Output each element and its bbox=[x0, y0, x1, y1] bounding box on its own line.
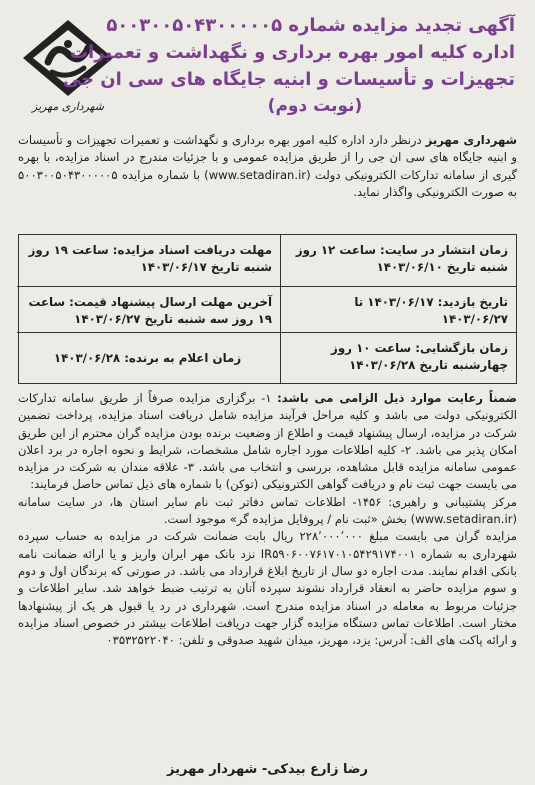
schedule-bid-deadline: آخرین مهلت ارسال پیشنهاد قیمت: ساعت ۱۹ روز سه شنبه تاریخ ۱۴۰۳/۰۶/۲۷ bbox=[17, 287, 280, 333]
schedule-opening: زمان بازگشایی: ساعت ۱۰ روز چهارشنبه تاریخ ۱۴۰۳/۰۶/۲۸ bbox=[280, 333, 516, 383]
schedule-table bbox=[18, 234, 517, 384]
logo-caption: شهرداری مهریز bbox=[32, 100, 104, 113]
schedule-publish: زمان انتشار در سایت: ساعت ۱۲ روز شنبه تاریخ ۱۴۰۳/۰۶/۱۰ bbox=[280, 235, 516, 287]
intro-text: درنظر دارد اداره کلیه امور بهره برداری و نگهداشت و تعمیرات تجهیزات و تأسیسات و ابنیه جایگاه های سی ان جی را از طریق مزایده عمومی و با جزئیات مندرج در اسناد مزایده، با بهره گیری از سامانه تدارکات الکترونیکی دولت (www.setadiran.ir) با شماره مزایده ۵۰۰۳۰۰۵۰۴۳۰۰۰۰۰۵ به صورت الکترونیکی واگذار نماید. bbox=[18, 133, 517, 200]
schedule-visit: تاریخ بازدید: ۱۴۰۳/۰۶/۱۷ تا ۱۴۰۳/۰۶/۲۷ bbox=[280, 287, 516, 333]
title-line-2: اداره کلیه امور بهره برداری و نگهداشت و تعمیرات bbox=[69, 42, 515, 63]
notes-text-1: ۱- برگزاری مزایده صرفاً از طریق سامانه تدارکات الکترونیکی دولت می باشد و کلیه مراحل فرآیند مزایده شامل دریافت اسناد مزایده، پرداخت تضمین شرکت در مزایده، ارسال پیشنهاد قیمت و اطلاع از وضعیت برنده بودن مزایده گران محترم از این طریق امکان پذیر می باشد. ۲- کلیه اطلاعات مورد اجاره شامل مشخصات، شرایط و نحوه اجاره در برد اعلان عمومی سامانه مزایده قابل مشاهده، بررسی و انتخاب می باشد. ۳- علاقه مندان به شرکت در مزایده می بایست جهت ثبت نام و دریافت گواهی الکترونیکی (توکن) با شماره های ذیل تماس حاصل فرمایند: bbox=[18, 391, 517, 492]
title-line-3: تجهیزات و تأسیسات و ابنیه جایگاه های سی ان جی bbox=[62, 69, 515, 90]
title-line-4: (نوبت دوم) bbox=[267, 96, 363, 116]
notes-section bbox=[12, 384, 523, 779]
notes-paragraph-2: مرکز پشتیبانی و راهبری: ۱۴۵۶- اطلاعات تماس دفاتر ثبت نام سایر استان ها، در سایت سامانه (www.setadiran.ir) بخش «ثبت نام / پروفایل مزایده گر» موجود است. bbox=[18, 494, 517, 527]
title-line-1: آگهی تجدید مزایده شماره ۵۰۰۳۰۰۵۰۴۳۰۰۰۰۰۵ bbox=[106, 15, 515, 36]
intro-paragraph bbox=[12, 132, 523, 228]
notes-paragraph-1 bbox=[18, 390, 517, 494]
schedule-winner-announce: زمان اعلام به برنده: ۱۴۰۳/۰۶/۲۸ bbox=[53, 350, 242, 365]
notice-header bbox=[12, 10, 523, 132]
schedule-docs-deadline: مهلت دریافت اسناد مزایده: ساعت ۱۹ روز شنبه تاریخ ۱۴۰۳/۰۶/۱۷ bbox=[17, 235, 280, 287]
notes-lead: ضمناً رعایت موارد ذیل الزامی می باشد: bbox=[277, 391, 517, 405]
signature: رضا زارع بیدکی- شهردار مهریز bbox=[167, 762, 368, 777]
notes-paragraph-3: مزایده گران می بایست مبلغ ۲۲۸٬۰۰۰٬۰۰۰ ریال بابت ضمانت شرکت در مزایده به حساب سپرده شهرداری به شماره IR۵۹۰۶۰۰۷۶۱۷۰۱۰۵۴۲۹۱۷۴۰۰۱ نزد بانک مهر ایران واریز و یا ارائه ضمانت نامه بانکی اقدام نمایند. مدت اجاره دو سال از تاریخ ابلاغ قرارداد می باشد. در صورتی که برندگان اول و دوم و سوم مزایده حاضر به انعقاد قرارداد نشوند سپرده آنان به ترتیب ضبط خواهد شد. سایر اطلاعات و جزئیات مربوط به معامله در اسناد مزایده مندرج است. شهرداری در رد یا قبول هر یک از پیشنهادها مختار است. اطلاعات تماس دستگاه مزایده گزار جهت دریافت اطلاعات بیشتر در خصوص اسناد مزایده و ارائه پاکت های الف: آدرس: یزد، مهریز، میدان شهید صدوقی و تلفن: ۰۳۵۳۲۵۲۲۰۴۰ bbox=[18, 529, 518, 648]
intro-lead: شهرداری مهریز bbox=[425, 133, 517, 147]
